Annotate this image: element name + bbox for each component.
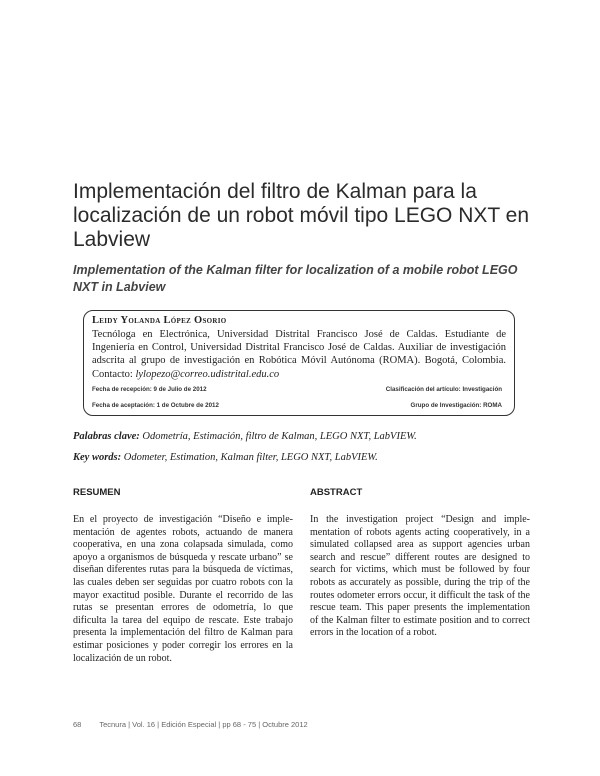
keywords-en-label: Key words:: [73, 452, 122, 463]
keywords-es-value: Odometría, Estimación, filtro de Kalman, LEGO NXT, LabVIEW.: [142, 431, 417, 442]
meta-row-1: [92, 386, 506, 393]
resumen-section: [73, 487, 293, 665]
author-name: Leidy Yolanda López Osorio: [92, 315, 227, 326]
abstract-text: In the investigation project “Design and implementation of robots agents acting cooperatively, in a simulated collapsed area as support agencies urban search and rescue” different routes are designed to search for victims, which must be followed by four robots as accurately as possible, during the trip of the routes odometer errors occur, it difficult the task of the rescue team. This paper presents the implementation of the Kalman filter to estimate position and to correct errors in the location of a robot.: [310, 514, 530, 639]
page-footer: [73, 720, 543, 729]
accepted-date: Fecha de aceptación: 1 de Octubre de 2012: [92, 401, 219, 409]
keywords-en-value: Odometer, Estimation, Kalman filter, LEGO NXT, LabVIEW.: [123, 452, 378, 463]
page-number: 68: [73, 720, 82, 729]
keywords-english: [73, 451, 543, 465]
author-info-box: [83, 310, 515, 416]
article-classification: Clasificación del artículo: Investigación: [385, 385, 502, 393]
resumen-heading: RESUMEN: [73, 487, 121, 498]
received-date: Fecha de recepción: 9 de Julio de 2012: [92, 385, 207, 393]
keywords-es-label: Palabras clave:: [73, 431, 140, 442]
author-bio: [92, 328, 506, 381]
abstract-section: [310, 487, 530, 640]
keywords-spanish: [73, 430, 543, 444]
resumen-text: En el proyecto de investigación “Diseño e implementación de agentes robots, actuando de manera cooperativa, en una zona colapsada simulada, como apoyo a organismos de búsqueda y rescate urbano” se diseñan diferentes rutas para la búsqueda de víctimas, las cuales deben ser seguidas por cuatro robots con la mayor exactitud posible. Durante el recorrido de las rutas se presentan errores de odometría, lo que dificulta la tarea del equipo de rescate. Este trabajo presenta la implementación del filtro de Kalman para estimar posiciones y poder corregir los errores en la localización de un robot.: [73, 514, 293, 664]
research-group: Grupo de Investigación: ROMA: [410, 401, 502, 409]
abstract-heading: ABSTRACT: [310, 487, 363, 498]
journal-citation: Tecnura | Vol. 16 | Edición Especial | pp 68 - 75 | Octubre 2012: [99, 720, 308, 729]
meta-row-2: [92, 402, 506, 409]
author-bio-text: Tecnóloga en Electrónica, Universidad Distrital Francisco José de Caldas. Estudiante de Ingeniería en Control, Universidad Distrital Francisco José de Caldas. Auxiliar de investigación adscrita al grupo de investigación en Robótica Móvil Autónoma (ROMA). Bogotá, Colombia. Contacto:: [92, 329, 506, 380]
author-email: lylopezo@correo.udistrital.edu.co: [135, 368, 280, 380]
article-title-english: Implementation of the Kalman filter for localization of a mobile robot LEGO NXT in Labview: [73, 263, 518, 294]
article-title: Implementación del filtro de Kalman para la localización de un robot móvil tipo LEGO NXT en Labview: [73, 180, 530, 251]
